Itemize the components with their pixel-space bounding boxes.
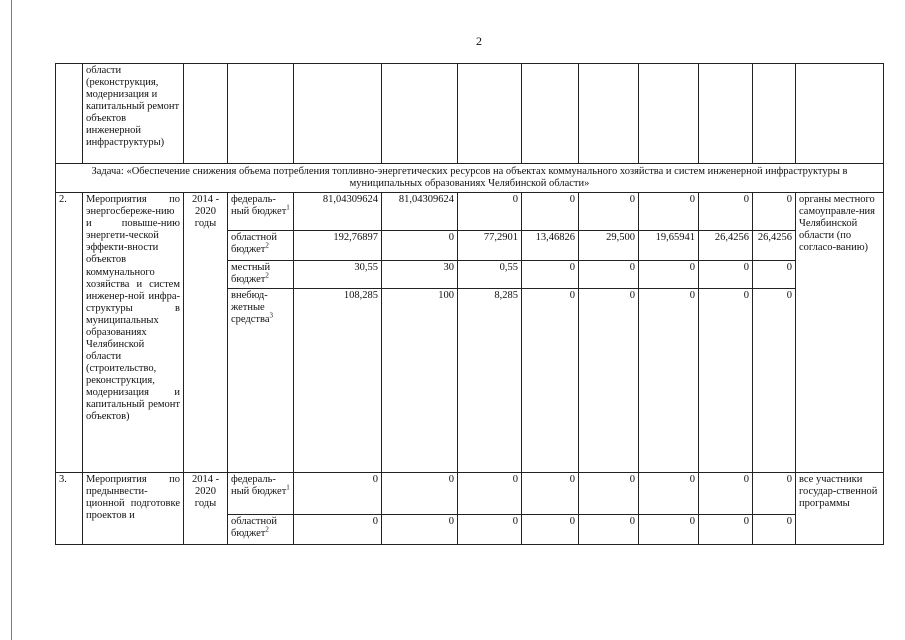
item-name-cell: Мероприятия по энергосбереже-нию и повыше-нию энергети-ческой эффекти-вности объектов коммунального хозяйства и систем инженер-ной инфра-структуры в муниципальных образованиях Челябинской области (строительство, реконструкция, модернизация и капитальный ремонт объектов) [83, 193, 184, 473]
value-cell: 0 [753, 193, 796, 231]
value-cell: 29,500 [579, 231, 639, 261]
value-cell: 26,4256 [699, 231, 753, 261]
table-row [56, 473, 884, 515]
value-cell: 0 [699, 473, 753, 515]
funding-table [55, 63, 884, 545]
value-cell: 8,285 [458, 289, 522, 473]
value-cell: 0,55 [458, 261, 522, 289]
task-cell: Задача: «Обеспечение снижения объема потребления топливно-энергетических ресурсов на объектах коммунального хозяйства и систем инженерной инфраструктуры в муниципальных образованиях Челябинской области» [56, 164, 884, 193]
value-cell: 0 [699, 261, 753, 289]
item-name-cell: области (реконструкция, модернизация и капитальный ремонт объектов инженерной инфраструктуры) [83, 64, 184, 164]
item-name-cell: Мероприятия по предынвести-ционной подготовке проектов и [83, 473, 184, 545]
funding-source-cell: местный бюджет$^2$ [228, 261, 294, 289]
task-row [56, 164, 884, 193]
value-cell: 0 [382, 473, 458, 515]
value-cell: 81,04309624 [294, 193, 382, 231]
value-cell: 0 [522, 473, 579, 515]
value-cell: 0 [639, 473, 699, 515]
funding-source-cell: федераль-ный бюджет$^1$ [228, 473, 294, 515]
value-cell: 19,65941 [639, 231, 699, 261]
value-cell: 0 [639, 261, 699, 289]
value-cell: 0 [579, 289, 639, 473]
value-cell: 0 [458, 515, 522, 545]
value-cell: 30 [382, 261, 458, 289]
value-cell: 0 [699, 515, 753, 545]
value-cell: 0 [753, 473, 796, 515]
executor-cell: органы местного самоуправле-ния Челябинской области (по согласо-ванию) [796, 193, 884, 473]
funding-source-cell: федераль-ный бюджет$^1$ [228, 193, 294, 231]
value-cell: 77,2901 [458, 231, 522, 261]
value-cell: 108,285 [294, 289, 382, 473]
value-cell: 0 [458, 473, 522, 515]
value-cell: 30,55 [294, 261, 382, 289]
table-row [56, 193, 884, 231]
funding-source-cell: областной бюджет$^2$ [228, 231, 294, 261]
period-cell: 2014 - 2020 годы [184, 473, 228, 545]
value-cell: 0 [458, 193, 522, 231]
value-cell: 0 [753, 289, 796, 473]
value-cell: 0 [753, 261, 796, 289]
value-cell: 0 [522, 289, 579, 473]
value-cell: 0 [639, 193, 699, 231]
value-cell: 0 [382, 231, 458, 261]
row-number: 2. [56, 193, 83, 473]
executor-cell: все участники государ-ственной программы [796, 473, 884, 545]
value-cell: 0 [579, 515, 639, 545]
period-cell: 2014 - 2020 годы [184, 193, 228, 473]
value-cell: 0 [579, 193, 639, 231]
value-cell: 81,04309624 [382, 193, 458, 231]
value-cell: 100 [382, 289, 458, 473]
funding-source-cell: областной бюджет$^2$ [228, 515, 294, 545]
value-cell: 192,76897 [294, 231, 382, 261]
table-row [56, 64, 884, 164]
value-cell: 0 [294, 473, 382, 515]
value-cell: 0 [579, 261, 639, 289]
value-cell: 0 [639, 515, 699, 545]
value-cell: 0 [699, 289, 753, 473]
value-cell: 0 [382, 515, 458, 545]
value-cell: 26,4256 [753, 231, 796, 261]
value-cell: 0 [522, 515, 579, 545]
value-cell: 0 [639, 289, 699, 473]
page-margin-rule [11, 0, 12, 640]
value-cell: 0 [522, 261, 579, 289]
value-cell: 0 [294, 515, 382, 545]
funding-source-cell: внебюд-жетные средства$^3$ [228, 289, 294, 473]
row-number: 3. [56, 473, 83, 545]
page-number: 2 [476, 34, 482, 48]
value-cell: 0 [753, 515, 796, 545]
value-cell: 0 [522, 193, 579, 231]
value-cell: 0 [579, 473, 639, 515]
value-cell: 0 [699, 193, 753, 231]
value-cell: 13,46826 [522, 231, 579, 261]
